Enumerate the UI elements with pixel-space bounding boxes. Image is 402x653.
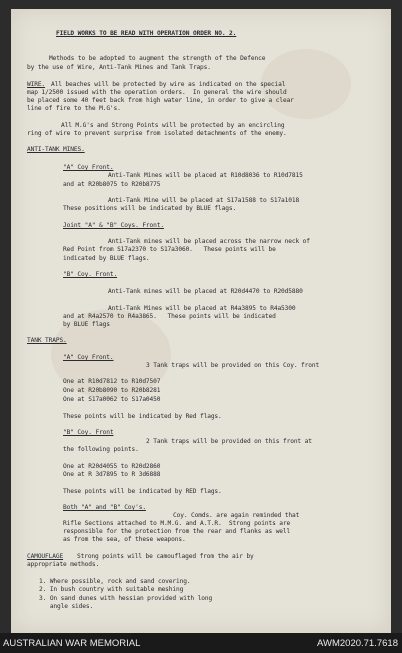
- document-page: [11, 9, 391, 633]
- wire-line: line of fire to the M.G's.: [27, 105, 121, 112]
- wire-para2-line: All M.G's and Strong Points will be protected by an encircling: [61, 122, 285, 129]
- camouflage-item: 1. Where possible, rock and sand covering.: [39, 578, 191, 585]
- tank-traps-a-flags: These points will be indicated by Red flags.: [63, 413, 222, 420]
- tank-traps-b-flags: These points will be indicated by RED flags.: [63, 488, 222, 495]
- camouflage-item: angle sides.: [39, 603, 94, 610]
- tank-trap-point: One at R20d4055 to R20d2860: [63, 463, 161, 470]
- wire-heading: WIRE.: [27, 81, 46, 88]
- footer-reference: AWM2020.71.7618: [317, 638, 398, 649]
- document-title: FIELD WORKS TO BE READ WITH OPERATION ORDER NO. 2.: [56, 30, 237, 37]
- anti-tank-b-line: Anti-Tank mines will be placed at R20d4470 to R20d5880: [108, 288, 303, 295]
- archive-footer: [0, 633, 402, 653]
- camouflage-line: Strong points will be camouflaged from the air by: [77, 553, 254, 560]
- tank-trap-point: One at S17a0062 to S17a0450: [63, 396, 161, 403]
- anti-tank-b-line2: Anti-Tank Mines will be placed at R4a3895 to R4a5300: [108, 305, 296, 312]
- joint-coys-heading: Joint "A" & "B" Coys. Front.: [63, 222, 164, 229]
- wire-line: All beaches will be protected by wire as indicated on the special: [51, 81, 286, 88]
- tank-trap-point: One at R10d7812 to R10d7507: [63, 378, 161, 385]
- intro-line: by the use of Wire, Anti-Tank Mines and Tank Traps.: [27, 64, 211, 71]
- joint-line: Anti-Tank mines will be placed across the narrow neck of: [108, 238, 310, 245]
- joint-line: Red Point from S17a2370 to S17a3060. These points will be: [63, 246, 276, 253]
- wire-line: be placed some 40 feet back from high water line, in order to give a clear: [27, 97, 294, 104]
- both-coys-line: as from the sea, of these weapons.: [63, 536, 186, 543]
- anti-tank-b-line2: and at R4a2570 to R4a3865. These points will be indicated: [63, 313, 276, 320]
- anti-tank-b-line2: by BLUE flags: [63, 321, 110, 328]
- camouflage-heading: CAMOUFLAGE: [27, 553, 64, 560]
- anti-tank-a-line2: These positions will be indicated by BLUE flags.: [63, 205, 237, 212]
- anti-tank-a-line: Anti-Tank Mines will be placed at R10d8036 to R10d7815: [108, 172, 303, 179]
- camouflage-item: 2. In bush country with suitable meshing: [39, 586, 184, 593]
- anti-tank-a-line: and at R20b8075 to R20b8775: [63, 181, 161, 188]
- tank-traps-a-heading: "A" Coy Front.: [63, 354, 114, 361]
- both-coys-line: responsible for the protection from the rear and flanks as well: [63, 528, 291, 535]
- camouflage-line: appropriate methods.: [27, 561, 100, 568]
- both-coys-line: Coy. Comds. are again reminded that: [173, 512, 300, 519]
- tank-traps-b-lead: 2 Tank traps will be provided on this front at: [146, 438, 312, 445]
- anti-tank-heading: ANTI-TANK MINES.: [27, 146, 85, 153]
- tank-trap-point: One at R 3d7895 to R 3d6888: [63, 471, 161, 478]
- intro-line: Methods to be adopted to augment the strength of the Defence: [49, 55, 266, 62]
- footer-publisher: AUSTRALIAN WAR MEMORIAL: [3, 638, 141, 649]
- wire-line: map 1/2500 issued with the operation orders. In general the wire should: [27, 89, 287, 96]
- wire-para2-line: ring of wire to prevent surprise from isolated detachments of the enemy.: [27, 130, 287, 137]
- tank-traps-heading: TANK TRAPS.: [27, 337, 67, 344]
- tank-trap-point: One at R20b8090 to R20b8281: [63, 387, 161, 394]
- a-coy-front-heading: "A" Coy Front.: [63, 164, 114, 171]
- tank-traps-b-lead: the following points.: [63, 446, 139, 453]
- joint-line: indicated by BLUE flags.: [63, 255, 150, 262]
- camouflage-item: 3. On sand dunes with hessian provided with long: [39, 595, 213, 602]
- tank-traps-a-lead: 3 Tank traps will be provided on this Coy. front: [146, 362, 320, 369]
- tank-traps-b-heading: "B" Coy. Front: [63, 429, 114, 436]
- both-coys-heading: Both "A" and "B" Coy's.: [63, 504, 146, 511]
- b-coy-front-heading: "B" Coy. Front.: [63, 271, 118, 278]
- anti-tank-a-line2: Anti-Tank Mine will be placed at S17a1588 to S17a1018: [108, 197, 300, 204]
- both-coys-line: Rifle Sections attached to M.M.G. and A.T.R. Strong points are: [63, 520, 291, 527]
